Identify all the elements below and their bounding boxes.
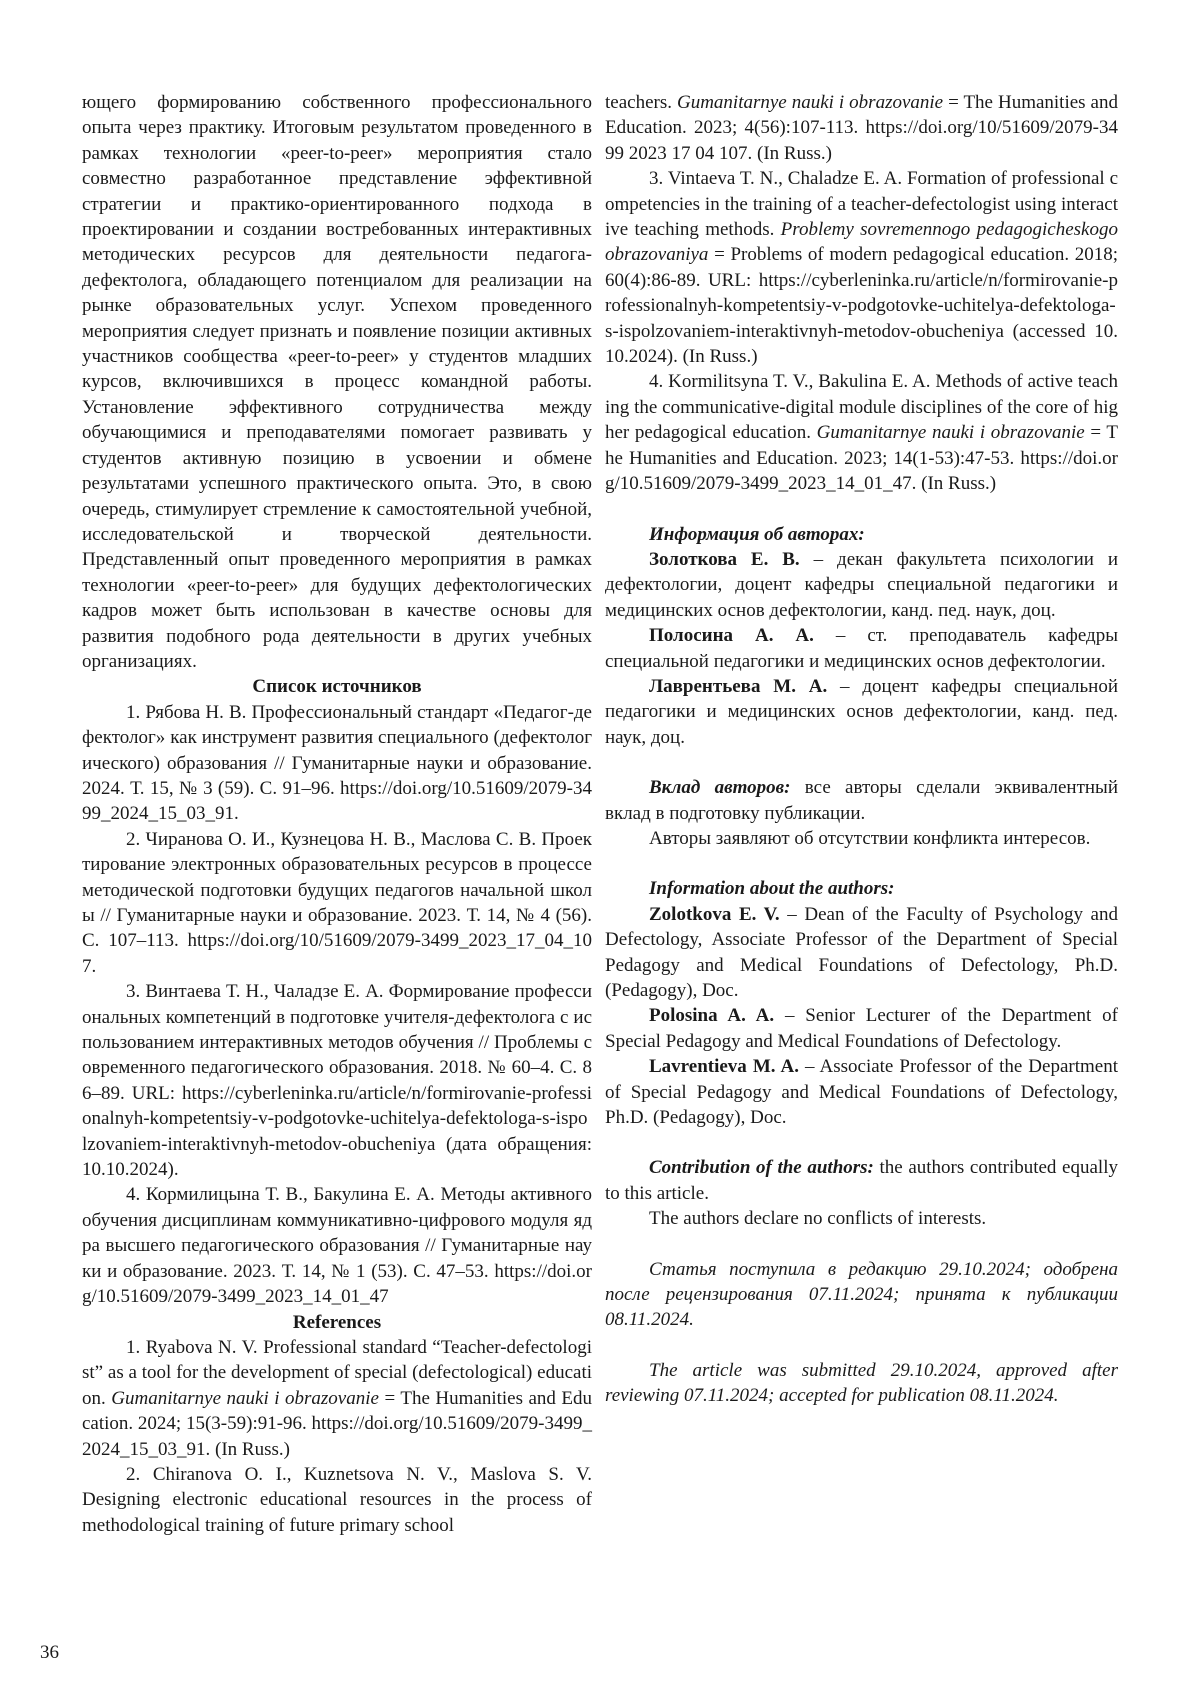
reference-item-4: 4. Kormilitsyna T. V., Bakulina E. A. Methods of active teaching the communicative-digital module disciplines of the core of higher pedagogical education. Gumanitarnye nauki i obrazovanie = The Humanities and Education. 2023; 14(1-53):47-53. https://doi.org/10.51609/2079-3499_2023_14_01_47. (In Russ.) xyxy=(605,371,1118,495)
author-ru-1: Золоткова Е. В. – декан факультета психологии и дефектологии, доцент кафедры специальной педагогики и медицинских основ дефектологии, канд. пед. наук, доц. xyxy=(605,548,1118,621)
left-column xyxy=(82,90,592,1538)
reference-item-3: 3. Vintaeva T. N., Chaladze E. A. Formation of professional competencies in the training of a teacher-defectologist using interactive teaching methods. Problemy sovremennogo pedagogicheskogo obrazovaniya = Problems of modern pedagogical education. 2018; 60(4):86-89. URL: https://cyberleninka.ru/article/n/formirovanie-professionalnyh-kompetentsiy-v-podgotovke-uchitelya-defektologa-s-ispolzovaniem-interaktivnyh-metodov-obucheniya (accessed 10.10.2024). (In Russ.) xyxy=(605,168,1118,368)
right-column xyxy=(605,90,1118,1409)
page-number: 36 xyxy=(40,1642,59,1663)
reference-item-2-end: teachers. Gumanitarnye nauki i obrazovanie = The Humanities and Education. 2023; 4(56):107-113. https://doi.org/10/51609/2079-3499 2023 17 04 107. (In Russ.) xyxy=(605,92,1118,164)
body-paragraph: ющего формированию собственного профессионального опыта через практику. Итоговым результатом проведенного в рамках технологии «peer-to-peer» мероприятия стало совместно разработанное представление эффективной стратегии и практико-ориентированного подхода в проектировании и создании востребованных интерактивных методических ресурсов для деятельности педагога-дефектолога, обладающего потенциалом для реализации на рынке образовательных услуг. Успехом проведенного мероприятия следует признать и появление позиции активных участников сообщества «peer-to-peer» у студентов младших курсов, включившихся в процесс командной работы. Установление эффективного сотрудничества между обучающимися и преподавателями помогает развивать у студентов активную позицию в усвоении и обмене результатами успешного практического опыта. Это, в свою очередь, стимулирует стремление к самостоятельной учебной, исследовательской и творческой деятельности. Представленный опыт проведенного мероприятия в рамках технологии «peer-to-peer» для будущих дефектологических кадров может быть использован в качестве основы для развития подобного рода деятельности в других учебных организациях. xyxy=(82,92,592,672)
author-ru-3: Лаврентьева М. А. – доцент кафедры специальной педагогики и медицинских основ дефектологии, канд. пед. наук, доц. xyxy=(605,675,1118,748)
source-item-2: 2. Чиранова О. И., Кузнецова Н. В., Маслова С. В. Проектирование электронных образовательных ресурсов в процессе методической подготовки будущих педагогов начальной школы // Гуманитарные науки и образование. 2023. Т. 14, № 4 (56). С. 107–113. https://doi.org/10/51609/2079-3499_2023_17_04_107. xyxy=(82,828,592,977)
authors-ru-heading: Информация об авторах: xyxy=(649,523,865,545)
contribution-en: Contribution of the authors: the authors contributed equally to this article. xyxy=(605,1157,1118,1204)
author-en-1: Zolotkova E. V. – Dean of the Faculty of Psychology and Defectology, Associate Professor of the Department of Special Pedagogy and Medical Foundations of Defectology, Ph.D. (Pedagogy), Doc. xyxy=(605,903,1118,1001)
dates-ru: Статья поступила в редакцию 29.10.2024; одобрена после рецензирования 07.11.2024; принята к публикации 08.11.2024. xyxy=(605,1258,1118,1331)
source-item-1: 1. Рябова Н. В. Профессиональный стандарт «Педагог-дефектолог» как инструмент развития специального (дефектологического) образования // Гуманитарные науки и образование. 2024. Т. 15, № 3 (59). С. 91–96. https://doi.org/10.51609/2079-3499_2024_15_03_91. xyxy=(82,701,592,825)
authors-en-heading: Information about the authors: xyxy=(649,878,895,900)
source-item-4: 4. Кормилицына Т. В., Бакулина Е. А. Методы активного обучения дисциплинам коммуникативно-цифрового модуля ядра высшего педагогического образования // Гуманитарные науки и образование. 2023. Т. 14, № 1 (53). С. 47–53. https://doi.org/10.51609/2079-3499_2023_14_01_47 xyxy=(82,1184,592,1308)
author-en-2: Polosina A. A. – Senior Lecturer of the Department of Special Pedagogy and Medical Foundations of Defectology. xyxy=(605,1005,1118,1052)
reference-item-2-start: 2. Chiranova O. I., Kuznetsova N. V., Maslova S. V. Designing electronic educational resources in the process of methodological training of future primary school xyxy=(82,1463,592,1536)
reference-item-1: 1. Ryabova N. V. Professional standard “Teacher-defectologist” as a tool for the development of special (defectological) education. Gumanitarnye nauki i obrazovanie = The Humanities and Education. 2024; 15(3-59):91-96. https://doi.org/10.51609/2079-3499_2024_15_03_91. (In Russ.) xyxy=(82,1336,593,1460)
author-ru-2: Полосина А. А. – ст. преподаватель кафедры специальной педагогики и медицинских основ дефектологии. xyxy=(605,625,1118,672)
source-item-3: 3. Винтаева Т. Н., Чаладзе Е. А. Формирование профессиональных компетенций в подготовке учителя-дефектолога с использованием интерактивных методов обучения // Проблемы современного педагогического образования. 2018. № 60–4. С. 86–89. URL: https://cyberleninka.ru/article/n/formirovanie-professionalnyh-kompetentsiy-v-podgotovke-uchitelya-defektologa-s-ispolzovaniem-interaktivnyh-metodov-obucheniya (дата обращения: 10.10.2024). xyxy=(82,981,592,1181)
sources-heading: Список источников xyxy=(252,676,422,698)
conflict-ru: Авторы заявляют об отсутствии конфликта интересов. xyxy=(649,827,1091,849)
dates-en: The article was submitted 29.10.2024, approved after reviewing 07.11.2024; accepted for publication 08.11.2024. xyxy=(605,1359,1118,1407)
conflict-en: The authors declare no conflicts of interests. xyxy=(649,1208,987,1230)
references-heading: References xyxy=(292,1311,382,1333)
author-en-3: Lavrentieva M. A. – Associate Professor of the Department of Special Pedagogy and Medical Foundations of Defectology, Ph.D. (Pedagogy), Doc. xyxy=(605,1056,1118,1129)
contribution-ru: Вклад авторов: все авторы сделали эквивалентный вклад в подготовку публикации. xyxy=(605,777,1118,824)
